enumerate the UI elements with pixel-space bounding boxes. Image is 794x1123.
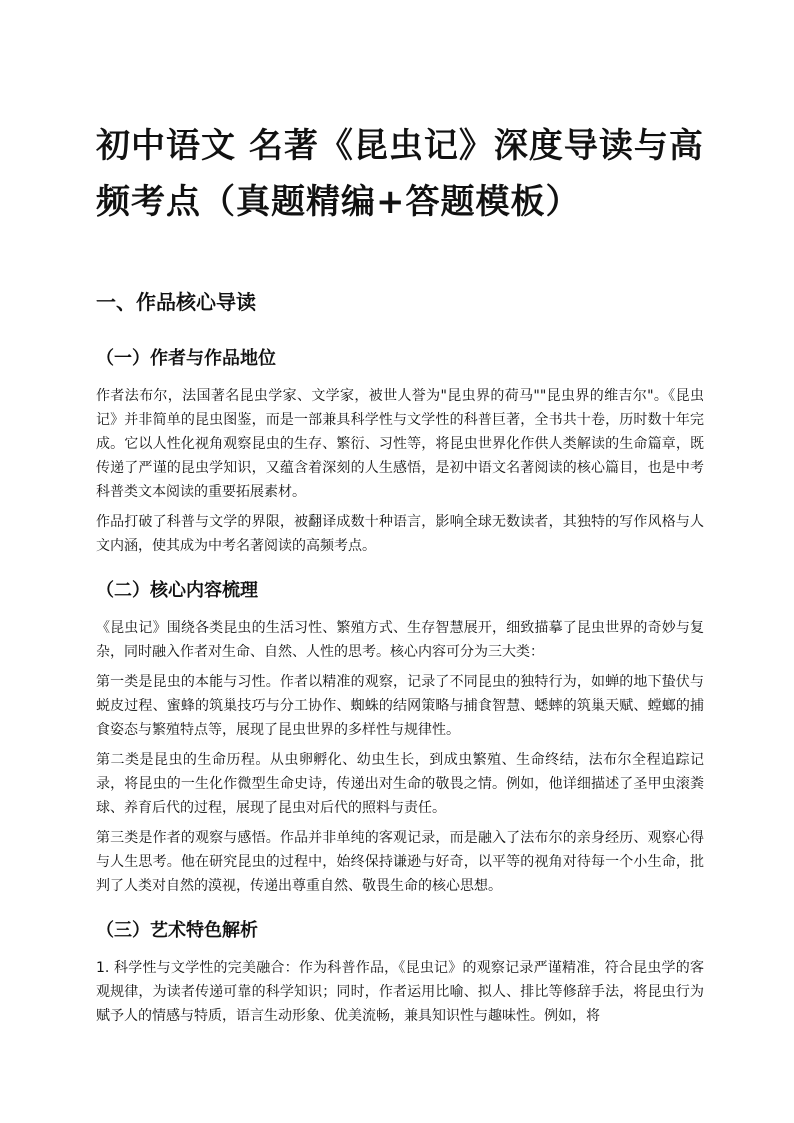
paragraph: 《昆虫记》围绕各类昆虫的生活习性、繁殖方式、生存智慧展开，细致描摹了昆虫世界的奇妙与复杂，同时融入作者对生命、自然、人性的思考。核心内容可分为三大类： xyxy=(96,620,704,660)
subsection-content xyxy=(96,578,704,898)
subsection-art xyxy=(96,918,704,1028)
subsection-heading: （三）艺术特色解析 xyxy=(96,920,258,941)
section-heading-1: 一、作品核心导读 xyxy=(96,290,256,314)
subsection-author xyxy=(96,346,704,558)
paragraph: 作者法布尔，法国著名昆虫学家、文学家，被世人誉为"昆虫界的荷马""昆虫界的维吉尔"。《昆虫记》并非简单的昆虫图鉴，而是一部兼具科学性与文学性的科普巨著，全书共十卷，历时数十年完成。它以人性化视角观察昆虫的生存、繁衍、习性等，将昆虫世界化作供人类解读的生命篇章，既传递了严谨的昆虫学知识，又蕴含着深刻的人生感悟，是初中语文名著阅读的核心篇目，也是中考科普类文本阅读的重要拓展素材。 xyxy=(96,388,704,500)
paragraph: 第一类是昆虫的本能与习性。作者以精准的观察，记录了不同昆虫的独特行为，如蝉的地下蛰伏与蜕皮过程、蜜蜂的筑巢技巧与分工协作、蜘蛛的结网策略与捕食智慧、蟋蟀的筑巢天赋、螳螂的捕食姿态与繁殖特点等，展现了昆虫世界的多样性与规律性。 xyxy=(96,674,704,738)
subsection-heading: （二）核心内容梳理 xyxy=(96,580,258,601)
paragraph: 1. 科学性与文学性的完美融合：作为科普作品，《昆虫记》的观察记录严谨精准，符合昆虫学的客观规律，为读者传递可靠的科学知识；同时，作者运用比喻、拟人、排比等修辞手法，将昆虫行为赋予人的情感与特质，语言生动形象、优美流畅，兼具知识性与趣味性。例如，将 xyxy=(96,960,704,1024)
paragraph: 作品打破了科普与文学的界限，被翻译成数十种语言，影响全球无数读者，其独特的写作风格与人文内涵，使其成为中考名著阅读的高频考点。 xyxy=(96,514,704,554)
paragraph: 第二类是昆虫的生命历程。从虫卵孵化、幼虫生长，到成虫繁殖、生命终结，法布尔全程追踪记录，将昆虫的一生化作微型生命史诗，传递出对生命的敬畏之情。例如，他详细描述了圣甲虫滚粪球、养育后代的过程，展现了昆虫对后代的照料与责任。 xyxy=(96,752,704,816)
document-title: 初中语文 名著《昆虫记》深度导读与高频考点（真题精编+答题模板） xyxy=(96,126,704,222)
paragraph: 第三类是作者的观察与感悟。作品并非单纯的客观记录，而是融入了法布尔的亲身经历、观察心得与人生思考。他在研究昆虫的过程中，始终保持谦逊与好奇，以平等的视角对待每一个小生命，批判了人类对自然的漠视，传递出尊重自然、敬畏生命的核心思想。 xyxy=(96,830,704,894)
subsection-heading: （一）作者与作品地位 xyxy=(96,348,276,369)
